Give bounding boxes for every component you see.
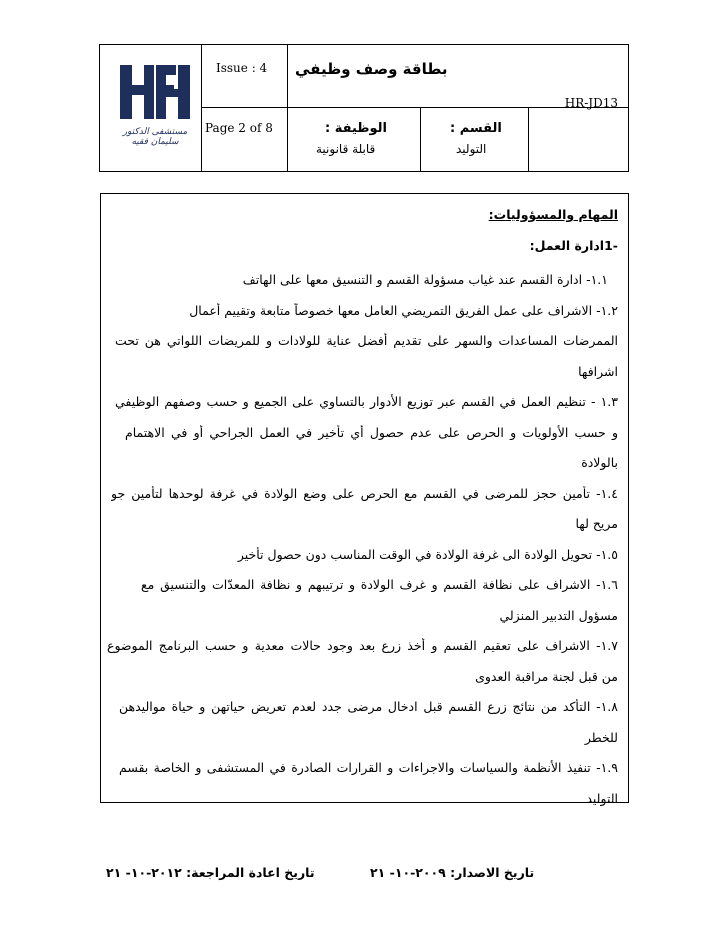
list-item: ١.٩- تنفيذ الأنظمة والسياسات والاجراءات و القرارات الصادرة في المستشفى و الخاصة بقسم [119,760,618,775]
issue-number: Issue : 4 [216,61,268,75]
list-item: ١.٥- تحويل الولادة الى غرفة الولادة في الوقت المناسب دون حصول تأخير [237,546,618,562]
subsection-heading: -1ادارة العمل: [529,238,618,253]
review-date: تاريخ اعادة المراجعة: ٢٠١٢-١٠- ٢١ [106,865,315,880]
section-heading: المهام والمسؤوليات: [488,207,618,222]
list-item: بالولادة [581,455,618,470]
document-title: بطاقة وصف وظيفي [295,60,448,78]
list-item: ١.٤- تأمين حجز للمرضى في القسم مع الحرص على وضع الولادة في غرفة لوحدها لتأمين جو [111,485,618,501]
document-code: HR-JD13 [564,96,618,110]
logo-caption: مستشفى الدكتور سليمان فقيه [122,127,188,147]
header-divider [528,107,529,171]
list-item: ١.٣ - تنظيم العمل في القسم عبر توزيع الأدوار بالتساوي على الجميع و حسب وصفهم الوظيفي [115,394,618,409]
issue-date: تاريخ الاصدار: ٢٠٠٩-١٠- ٢١ [370,865,535,880]
list-item: للخطر [584,729,618,745]
job-value: قابلة قانونية [316,142,376,156]
list-item: ١.٦- الاشراف على نظافة القسم و غرف الولادة و ترتيبهم و نظافة المعدّات والتنسيق مع [141,577,618,592]
department-value: التوليد [456,142,487,156]
header-divider [287,45,288,171]
list-item: التوليد [586,790,618,806]
department-label: القسم : [450,121,502,136]
list-item: و حسب الأولويات و الحرص على عدم حصول أي تأخير في العمل الجراحي أو في الاهتمام [125,424,618,440]
list-item: ١.١- ادارة القسم عند غياب مسؤولة القسم و التنسيق معها على الهاتف [242,272,608,287]
header-divider [420,107,421,171]
list-item: اشرافها [578,363,618,379]
list-item: الممرضات المساعدات والسهر على تقديم أفضل عناية للولادات و للمريضات اللواتي هن تحت [115,333,618,348]
page-number: Page 2 of 8 [205,121,273,135]
hospital-logo [110,61,200,151]
responsibilities-box [100,193,629,806]
list-item: مريح لها [575,516,618,531]
hfh-logo-icon [116,61,194,123]
list-item: من قبل لجنة مراقبة العدوى [475,668,618,684]
list-item: ١.٢- الاشراف على عمل الفريق التمريضي العامل معها خصوصاً متابعة وتقييم أعمال [189,302,618,318]
header-divider [201,45,202,171]
document-header [99,44,629,172]
list-item: ١.٧- الاشراف على تعقيم القسم و أخذ زرع بعد وجود حالات معدية و حسب البرنامج الموضوع [107,638,618,653]
list-item: مسؤول التدبير المنزلي [499,607,618,623]
job-label: الوظيفة : [325,121,388,136]
list-item: ١.٨- التأكد من نتائج زرع القسم قبل ادخال مرضى جدد لعدم تعريض حياتهن و حياة مواليدهن [119,699,618,714]
